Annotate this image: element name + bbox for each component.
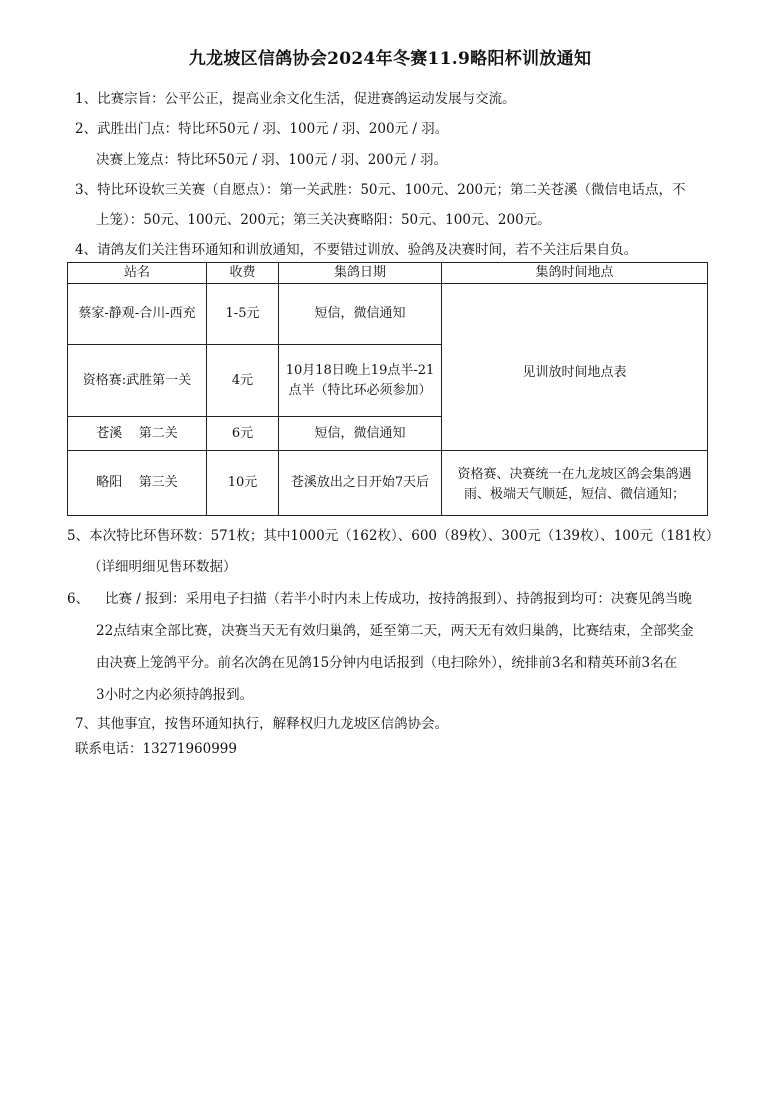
table-header: 收费 bbox=[207, 263, 279, 284]
clause-2-line-1: 2、武胜出门点：特比环50元 / 羽、100元 / 羽、200元 / 羽。 bbox=[75, 121, 449, 137]
clause-3-line-2: 上笼）：50元、100元、200元；第三关决赛略阳：50元、100元、200元。 bbox=[96, 212, 551, 228]
station-cell: 资格赛:武胜第一关 bbox=[68, 345, 207, 417]
schedule-table bbox=[67, 262, 708, 516]
date-cell: 10月18日晚上19点半-21点半（特比环必须参加） bbox=[279, 345, 442, 417]
table-row bbox=[68, 284, 708, 345]
fee-cell: 6元 bbox=[207, 417, 279, 451]
clause-6-line-1: 比赛 / 报到：采用电子扫描（若半小时内未上传成功，按持鸽报到）、持鸽报到均可：决赛见鸽当晚 bbox=[105, 591, 692, 607]
fee-cell: 1-5元 bbox=[207, 284, 279, 345]
table-header: 集鸽日期 bbox=[279, 263, 442, 284]
clause-6-line-4: 3小时之内必须持鸽报到。 bbox=[96, 687, 254, 703]
clause-5-line-1: 5、本次特比环售环数：571枚；其中1000元（162枚）、600（89枚）、300元（139枚）、100元（181枚） bbox=[67, 528, 720, 544]
date-cell: 短信，微信通知 bbox=[279, 284, 442, 345]
table-header: 集鸽时间地点 bbox=[442, 263, 708, 284]
clause-2-line-2: 决赛上笼点：特比环50元 / 羽、100元 / 羽、200元 / 羽。 bbox=[96, 152, 448, 168]
contact-phone: 联系电话：13271960999 bbox=[75, 741, 237, 757]
clause-4: 4、请鸽友们关注售环通知和训放通知，不要错过训放、验鸽及决赛时间，若不关注后果自负。 bbox=[75, 242, 638, 258]
clause-1: 1、比赛宗旨：公平公正，提高业余文化生活，促进赛鸽运动发展与交流。 bbox=[75, 91, 516, 107]
table-row bbox=[68, 451, 708, 516]
date-cell: 苍溪放出之日开始7天后 bbox=[279, 451, 442, 516]
page-title: 九龙坡区信鸽协会2024年冬赛11.9略阳杯训放通知 bbox=[188, 49, 592, 69]
clause-6-number: 6、 bbox=[67, 591, 90, 607]
place-cell: 见训放时间地点表 bbox=[442, 284, 708, 451]
clause-3-line-1: 3、特比环设软三关赛（自愿点）：第一关武胜：50元、100元、200元；第二关苍溪（微信电话点，不 bbox=[75, 182, 686, 198]
station-cell: 苍溪 第二关 bbox=[68, 417, 207, 451]
fee-cell: 10元 bbox=[207, 451, 279, 516]
date-cell: 短信，微信通知 bbox=[279, 417, 442, 451]
clause-7: 7、其他事宜，按售环通知执行，解释权归九龙坡区信鸽协会。 bbox=[75, 716, 449, 732]
table-header-row bbox=[68, 263, 708, 284]
table-header: 站名 bbox=[68, 263, 207, 284]
station-cell: 蔡家-静观-合川-西充 bbox=[68, 284, 207, 345]
clause-6-line-3: 由决赛上笼鸽平分。前名次鸽在见鸽15分钟内电话报到（电扫除外），统排前3名和精英环前3名在 bbox=[96, 655, 678, 671]
place-cell: 资格赛、决赛统一在九龙坡区鸽会集鸽遇雨、极端天气顺延，短信、微信通知； bbox=[442, 451, 708, 516]
clause-5-line-2: （详细明细见售环数据） bbox=[88, 559, 237, 575]
clause-6-line-2: 22点结束全部比赛，决赛当天无有效归巢鸽，延至第二天，两天无有效归巢鸽，比赛结束，全部奖金 bbox=[96, 623, 694, 639]
fee-cell: 4元 bbox=[207, 345, 279, 417]
station-cell: 略阳 第三关 bbox=[68, 451, 207, 516]
